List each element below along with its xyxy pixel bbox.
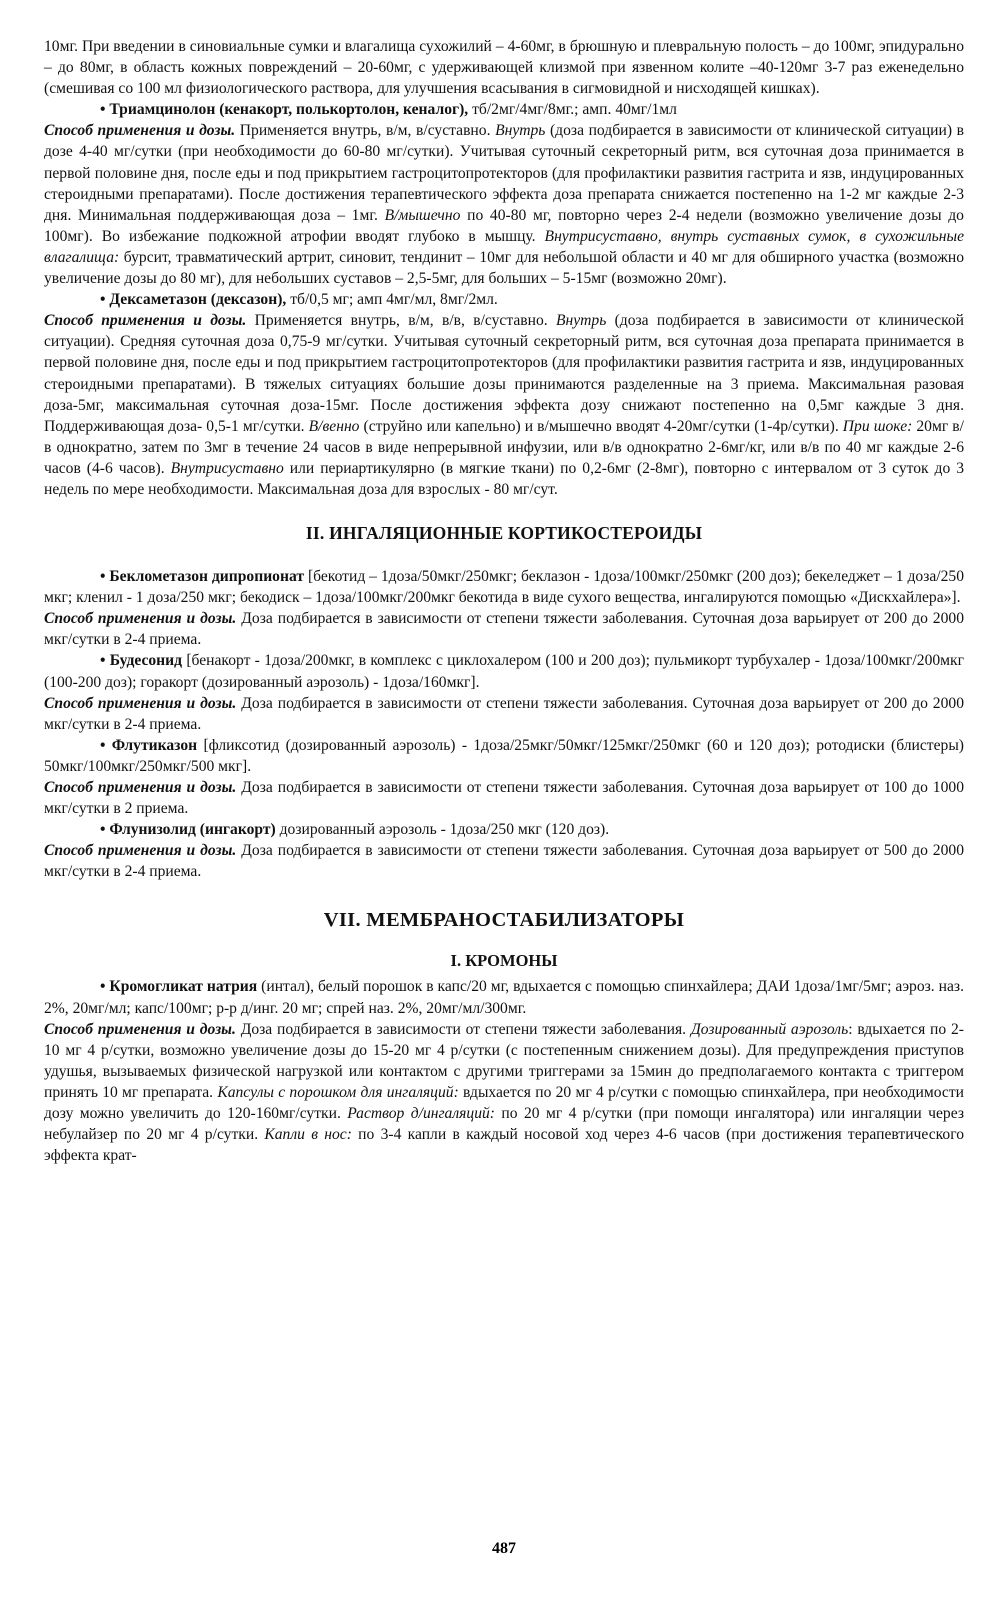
drug-forms: тб/0,5 мг; амп 4мг/мл, 8мг/2мл. (286, 291, 498, 309)
drug-name: • Будесонид (100, 652, 183, 670)
drug-cromoglicate (44, 976, 964, 1018)
drug-triamcinolone (44, 99, 964, 120)
italic-run: Внутрисуставно (170, 459, 284, 477)
italic-run: Раствор д/ингаляций: (347, 1105, 495, 1123)
text-run: Применяется внутрь, в/м, в/суставно. (235, 122, 496, 140)
text-run: Доза подбирается в зависимости от степени тяжести заболевания. Суточная доза варьирует от 200 до 2000 мкг/сутки в 2-4 приема. (44, 610, 964, 649)
subsection-heading-cromones: I. КРОМОНЫ (450, 951, 558, 971)
italic-run: При шоке: (842, 417, 913, 435)
italic-run: Внутрь (555, 312, 607, 330)
text-run: по 20 мг 4 р/сутки (при помощи ингалятора) или ингаляции через небулайзер по 20 мг 4 р/сутки. (44, 1105, 965, 1144)
italic-run: Дозированный аэрозоль (690, 1020, 849, 1038)
italic-run: В/венно (308, 417, 360, 435)
drug-forms: дозированный аэрозоль - 1доза/250 мкг (120 доз). (275, 821, 610, 839)
dosage-budesonide (44, 693, 964, 735)
text-run: (струйно или капельно) и в/мышечно вводят 4-20мг/сутки (1-4р/сутки). (359, 417, 843, 435)
text-run: Доза подбирается в зависимости от степени тяжести заболевания. Суточная доза варьирует от 500 до 2000 мкг/сутки в 2-4 приема. (44, 842, 964, 881)
drug-forms: тб/2мг/4мг/8мг.; амп. 40мг/1мл (468, 101, 677, 119)
text-run: вдыхается по 20 мг 4 р/сутки с помощью спинхайлера, при необходимости дозу можно увеличить до 120-160мг/сутки. (44, 1083, 964, 1123)
drug-name: • Кромогликат натрия (100, 978, 258, 996)
dosage-triamcinolone (44, 120, 964, 289)
usage-label: Способ применения и дозы. (44, 122, 236, 140)
drug-name: • Беклометазон дипропионат (100, 568, 305, 586)
drug-name: • Флутиказон (100, 736, 198, 754)
text-run: (доза подбирается в зависимости от клинической ситуации). Средняя суточная доза 0,75-9 мг/сутки. Учитывая суточный секреторный ритм, вся суточная доза препарата принимается в первой половине дня, после еды и под прикрытием гастроцитопротекторов (для профилактики развития гастрита и язв, индуцированных стероидными препаратами). В тяжелых ситуациях большие дозы принимаются разделенные на 3 приема. Максимальная разовая доза-5мг, максимальная суточная доза-15мг. После достижения эффекта дозу снижают постепенно на 0,5мг каждые 3 дня. Поддерживающая доза- 0,5-1 мг/сутки. (44, 312, 964, 435)
page-number: 487 (492, 1540, 516, 1557)
usage-label: Способ применения и дозы. (44, 312, 247, 330)
dosage-flunisolide (44, 840, 964, 882)
page-body (44, 36, 964, 1166)
usage-label: Способ применения и дозы. (44, 1020, 236, 1038)
italic-run: Капли в нос: (264, 1126, 352, 1144)
drug-name: • Флунизолид (ингакорт) (100, 821, 276, 839)
italic-run: Внутрисуставно, внутрь суставных сумок, в сухожильные влагалища: (44, 227, 964, 266)
paragraph-continuation: 10мг. При введении в синовиальные сумки и влагалища сухожилий – 4-60мг, в брюшную и плевральную полость – до 100мг, эпидурально – до 80мг, в область кожных повреждений – 20-60мг, с удерживающей клизмой при язвенном колите –40-120мг 3-7 раз еженедельно (смешивая со 100 мл физиологического раствора, для улучшения всасывания в сигмовидной и нисходящей кишках). (44, 38, 964, 98)
dosage-beclomethasone (44, 608, 964, 650)
italic-run: Внутрь (495, 122, 546, 140)
text-run: Доза подбирается в зависимости от степени тяжести заболевания. (235, 1020, 691, 1038)
text-run: (доза подбирается в зависимости от клинической ситуации) в дозе 4-40 мг/сутки (при необходимости до 60-80 мг/сутки). Учитывая суточный секреторный ритм, вся суточная доза принимается в первой половине дня, после еды и под прикрытием гастроцитопротекторов (для профилактики развития гастрита и язв, индуцированных стероидными препаратами). После достижения терапевтического эффекта доза препарата снижается постепенно на 1-2 мг каждые 2-3 дня. Минимальная поддерживающая доза – 1мг. (44, 122, 964, 224)
text-run: : вдыхается по 2-10 мг 4 р/сутки, возможно увеличение дозы до 15-20 мг 4 р/сутки (с постепенным снижением дозы). Для предупреждения приступов удушья, вызываемых физической нагрузкой или контактом с другими триггерами за 15мин до предполагаемого контакта с триггером принять 10 мг препарата. (44, 1020, 965, 1101)
usage-label: Способ применения и дозы. (44, 694, 237, 712)
text-run: Доза подбирается в зависимости от степени тяжести заболевания. Суточная доза варьирует от 100 до 1000 мкг/сутки в 2 приема. (44, 779, 964, 818)
text-run: бурсит, травматический артрит, синовит, тендинит – 10мг для небольшой области и 40 мг для обширного участка (возможно увеличение дозы до 80 мг), для небольших суставов – 2,5-5мг, для больших – 5-15мг (возможно 20мг). (44, 248, 964, 288)
text-run: 20мг в/в однократно, затем по 3мг в течение 24 часов в виде непрерывной инфузии, или в/в однократно 2-6мг/кг, или в/в по 40 мг каждые 2-6 часов (4-6 часов). (44, 417, 965, 477)
drug-forms: [бекотид – 1доза/50мкг/250мкг; беклазон - 1доза/100мкг/250мкг (200 доз); бекеледжет – 1 доза/250 мкг; кленил - 1 доза/250 мкг; бекодиск – 1доза/100мкг/200мкг бекотида в виде сухого вещества, ингалируются помощью «Дискхайлера»]. (44, 568, 964, 607)
usage-label: Способ применения и дозы. (44, 610, 237, 628)
usage-label: Способ применения и дозы. (44, 842, 237, 860)
drug-dexamethasone (44, 289, 964, 310)
drug-forms: [фликсотид (дозированный аэрозоль) - 1доза/25мкг/50мкг/125мкг/250мкг (60 и 120 доз); ротодиски (блистеры) 50мкг/100мкг/250мкг/500 мкг]. (44, 736, 964, 775)
section-heading-inhaled-corticosteroids: II. ИНГАЛЯЦИОННЫЕ КОРТИКОСТЕРОИДЫ (305, 523, 703, 544)
drug-beclomethasone (44, 566, 964, 608)
text-run: по 40-80 мг, повторно через 2-4 недели (возможно увеличение дозы до 100мг). Во избежание подкожной атрофии вводят глубоко в мышцу. (44, 206, 964, 245)
drug-name: • Триамцинолон (кенакорт, полькортолон, кеналог), (100, 101, 469, 119)
dosage-dexamethasone (44, 310, 964, 500)
text-run: Применяется внутрь, в/м, в/в, в/суставно. (246, 312, 556, 330)
drug-budesonide (44, 650, 964, 692)
drug-forms: [бенакорт - 1доза/200мкг, в комплекс с циклохалером (100 и 200 доз); пульмикорт турбухалер - 1доза/100мкг/200мкг (100-200 доз); горакорт (дозированный аэрозоль) - 1доза/160мкг]. (44, 652, 964, 691)
drug-forms: (интал), белый порошок в капс/20 мг, вдыхается с помощью спинхайлера; ДАИ 1доза/1мг/5мг; аэроз. наз. 2%, 20мг/мл; капс/100мг; р-р д/инг. 20 мг; спрей наз. 2%, 20мг/мл/300мг. (44, 978, 964, 1017)
usage-label: Способ применения и дозы. (44, 779, 237, 796)
drug-name: • Дексаметазон (дексазон), (100, 291, 287, 309)
italic-run: В/мышечно (384, 206, 461, 224)
text-run: Доза подбирается в зависимости от степени тяжести заболевания. Суточная доза варьирует от 200 до 2000 мкг/сутки в 2-4 приема. (44, 694, 964, 733)
drug-fluticasone (44, 735, 964, 777)
dosage-fluticasone (44, 777, 964, 819)
dosage-cromoglicate (44, 1019, 964, 1167)
chapter-heading-membrane-stabilizers: VII. МЕМБРАНОСТАБИЛИЗАТОРЫ (323, 909, 685, 932)
drug-flunisolide (44, 819, 964, 840)
italic-run: Капсулы с порошком для ингаляций: (217, 1083, 459, 1101)
text-run: по 3-4 капли в каждый носовой ход через 4-6 часов (при достижения терапевтического эффекта крат- (44, 1126, 964, 1165)
text-run: или периартикулярно (в мягкие ткани) по 0,2-6мг (2-8мг), повторно с интервалом от 3 суток до 3 недель по мере необходимости. Максимальная доза для взрослых - 80 мг/сут. (44, 459, 964, 498)
